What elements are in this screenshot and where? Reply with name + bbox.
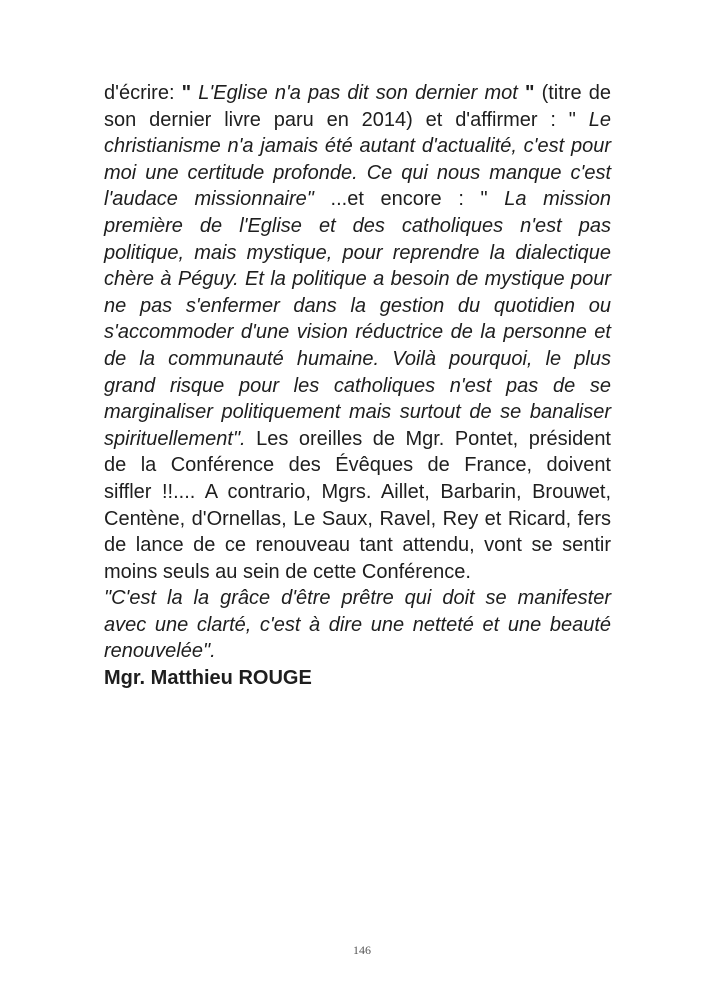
text-span-italic: moi une certitude profonde. Ce qui nous manque c'est: [104, 161, 611, 184]
text-line: [104, 452, 611, 479]
text-span-normal: (titre de: [534, 82, 611, 104]
text-line: [104, 585, 611, 612]
text-span-italic: avec une clarté, c'est à dire une netteté et une beauté: [104, 613, 611, 636]
paragraph: [104, 585, 611, 665]
text-span-italic: s'accommoder d'une vision réductrice de la personne et: [104, 321, 611, 344]
text-span-normal: son dernier livre paru en 2014) et d'affirmer : ": [104, 108, 589, 131]
text-span-italic: "C'est la la grâce d'être prêtre qui doit se manifester: [104, 587, 611, 610]
text-span-normal: siffler !!.... A contrario, Mgrs. Aillet, Barbarin, Brouwet,: [104, 480, 611, 503]
text-span-italic: La mission: [504, 188, 611, 211]
text-line: [104, 186, 611, 213]
document-body: [104, 80, 611, 692]
text-span-italic: première de l'Eglise et des catholiques n'est pas: [104, 214, 611, 237]
text-line: [104, 293, 611, 320]
text-line: [104, 107, 611, 134]
paragraph: [104, 80, 611, 585]
text-line: [104, 373, 611, 400]
text-span-italic: de la communauté humaine. Voilà pourquoi, le plus: [104, 347, 611, 370]
text-span-italic: marginaliser politiquement mais surtout de se banaliser: [104, 401, 611, 424]
text-span-italic: Le: [588, 108, 611, 131]
text-span-italic: ne pas s'enfermer dans la gestion du quotidien ou: [104, 294, 611, 317]
text-line: [104, 638, 611, 665]
text-span-normal: de la Conférence des Évêques de France, doivent: [104, 454, 611, 477]
text-line: [104, 532, 611, 559]
text-span-bold: ": [181, 82, 192, 104]
text-line: [104, 506, 611, 533]
text-line: [104, 479, 611, 506]
text-span-italic: politique, mais mystique, pour reprendre la dialectique: [104, 241, 611, 264]
text-line: [104, 160, 611, 187]
text-line: [104, 319, 611, 346]
text-line: [104, 559, 611, 586]
text-span-normal: ...et encore : ": [313, 188, 505, 211]
signature: Mgr. Matthieu ROUGE: [104, 667, 312, 690]
text-line: [104, 133, 611, 160]
text-span-normal: de lance de ce renouveau tant attendu, vont se sentir: [104, 534, 611, 557]
text-line: [104, 346, 611, 373]
text-span-italic: spirituellement".: [104, 427, 246, 450]
text-line: [104, 612, 611, 639]
text-span-italic: chère à Péguy. Et la politique a besoin de mystique pour: [104, 268, 611, 291]
text-span-normal: moins seuls au sein de cette Conférence.: [104, 560, 471, 583]
text-line: [104, 426, 611, 453]
text-span-italic: renouvelée".: [104, 640, 216, 663]
text-line: [104, 240, 611, 267]
text-span-italic: L'Eglise n'a pas dit son dernier mot: [191, 82, 525, 104]
text-line: [104, 399, 611, 426]
text-span-normal: Les oreilles de Mgr. Pontet, président: [245, 427, 611, 450]
text-line: [104, 213, 611, 240]
text-span-bold: ": [524, 82, 535, 104]
text-span-italic: christianisme n'a jamais été autant d'actualité, c'est pour: [104, 135, 611, 158]
text-span-italic: grand risque pour les catholiques n'est pas de se: [104, 374, 611, 397]
text-span-italic: l'audace missionnaire": [104, 188, 314, 211]
text-span-normal: Centène, d'Ornellas, Le Saux, Ravel, Rey et Ricard, fers: [104, 507, 611, 530]
text-span-normal: d'écrire:: [104, 82, 182, 104]
text-line: [104, 80, 611, 107]
page-number: 146: [353, 943, 371, 957]
text-line: [104, 266, 611, 293]
